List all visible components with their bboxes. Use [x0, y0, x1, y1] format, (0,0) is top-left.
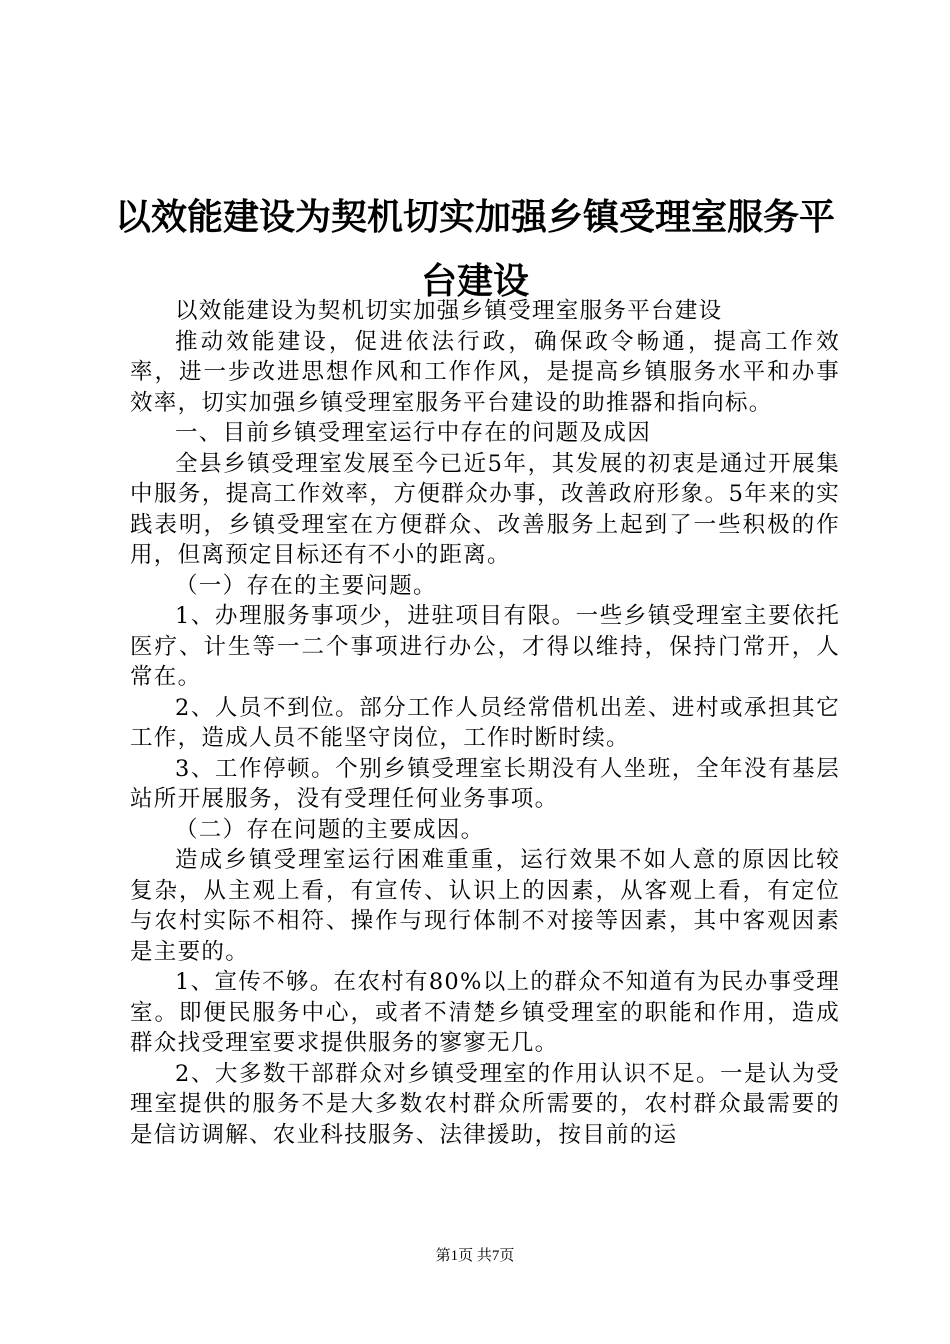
section-heading: 一、目前乡镇受理室运行中存在的问题及成因 — [175, 420, 652, 446]
page-number: 第1页 共7页 — [435, 1248, 515, 1264]
paragraph: 2、人员不到位。部分工作人员经常借机出差、进村或承担其它工作，造成人员不能坚守岗位，工作时断时续。 — [130, 694, 840, 751]
document-body — [130, 296, 840, 1150]
paragraph: 全县乡镇受理室发展至今已近5年，其发展的初衷是通过开展集中服务，提高工作效率，方便群众办事，改善政府形象。5年来的实践表明，乡镇受理室在方便群众、改善服务上起到了一些积极的作用，但离预定目标还有不小的距离。 — [130, 450, 840, 568]
subsection-heading: （一）存在的主要问题。 — [175, 572, 437, 599]
document-title: 以效能建设为契机切实加强乡镇受理室服务平台建设 — [114, 196, 835, 302]
paragraph: 1、办理服务事项少，进驻项目有限。一些乡镇受理室主要依托医疗、计生等一二个事项进行办公，才得以维持，保持门常开，人常在。 — [130, 603, 840, 690]
paragraph: 1、宣传不够。在农村有80%以上的群众不知道有为民办事受理室。即便民服务中心，或者不清楚乡镇受理室的职能和作用，造成群众找受理室要求提供服务的寥寥无几。 — [130, 969, 840, 1056]
paragraph: 推动效能建设，促进依法行政，确保政令畅通，提高工作效率，进一步改进思想作风和工作作风，是提高乡镇服务水平和办事效率，切实加强乡镇受理室服务平台建设的助推器和指向标。 — [130, 328, 840, 416]
paragraph: 2、大多数干部群众对乡镇受理室的作用认识不足。一是认为受理室提供的服务不是大多数农村群众所需要的，农村群众最需要的是信访调解、农业科技服务、法律援助，按目前的运 — [130, 1060, 840, 1148]
paragraph: 以效能建设为契机切实加强乡镇受理室服务平台建设 — [175, 298, 723, 324]
paragraph: 3、工作停顿。个别乡镇受理室长期没有人坐班，全年没有基层站所开展服务，没有受理任何业务事项。 — [130, 755, 840, 812]
subsection-heading: （二）存在问题的主要成因。 — [175, 816, 485, 843]
paragraph: 造成乡镇受理室运行困难重重，运行效果不如人意的原因比较复杂，从主观上看，有宣传、认识上的因素，从客观上看，有定位与农村实际不相符、操作与现行体制不对接等因素，其中客观因素是主要的。 — [130, 847, 840, 965]
